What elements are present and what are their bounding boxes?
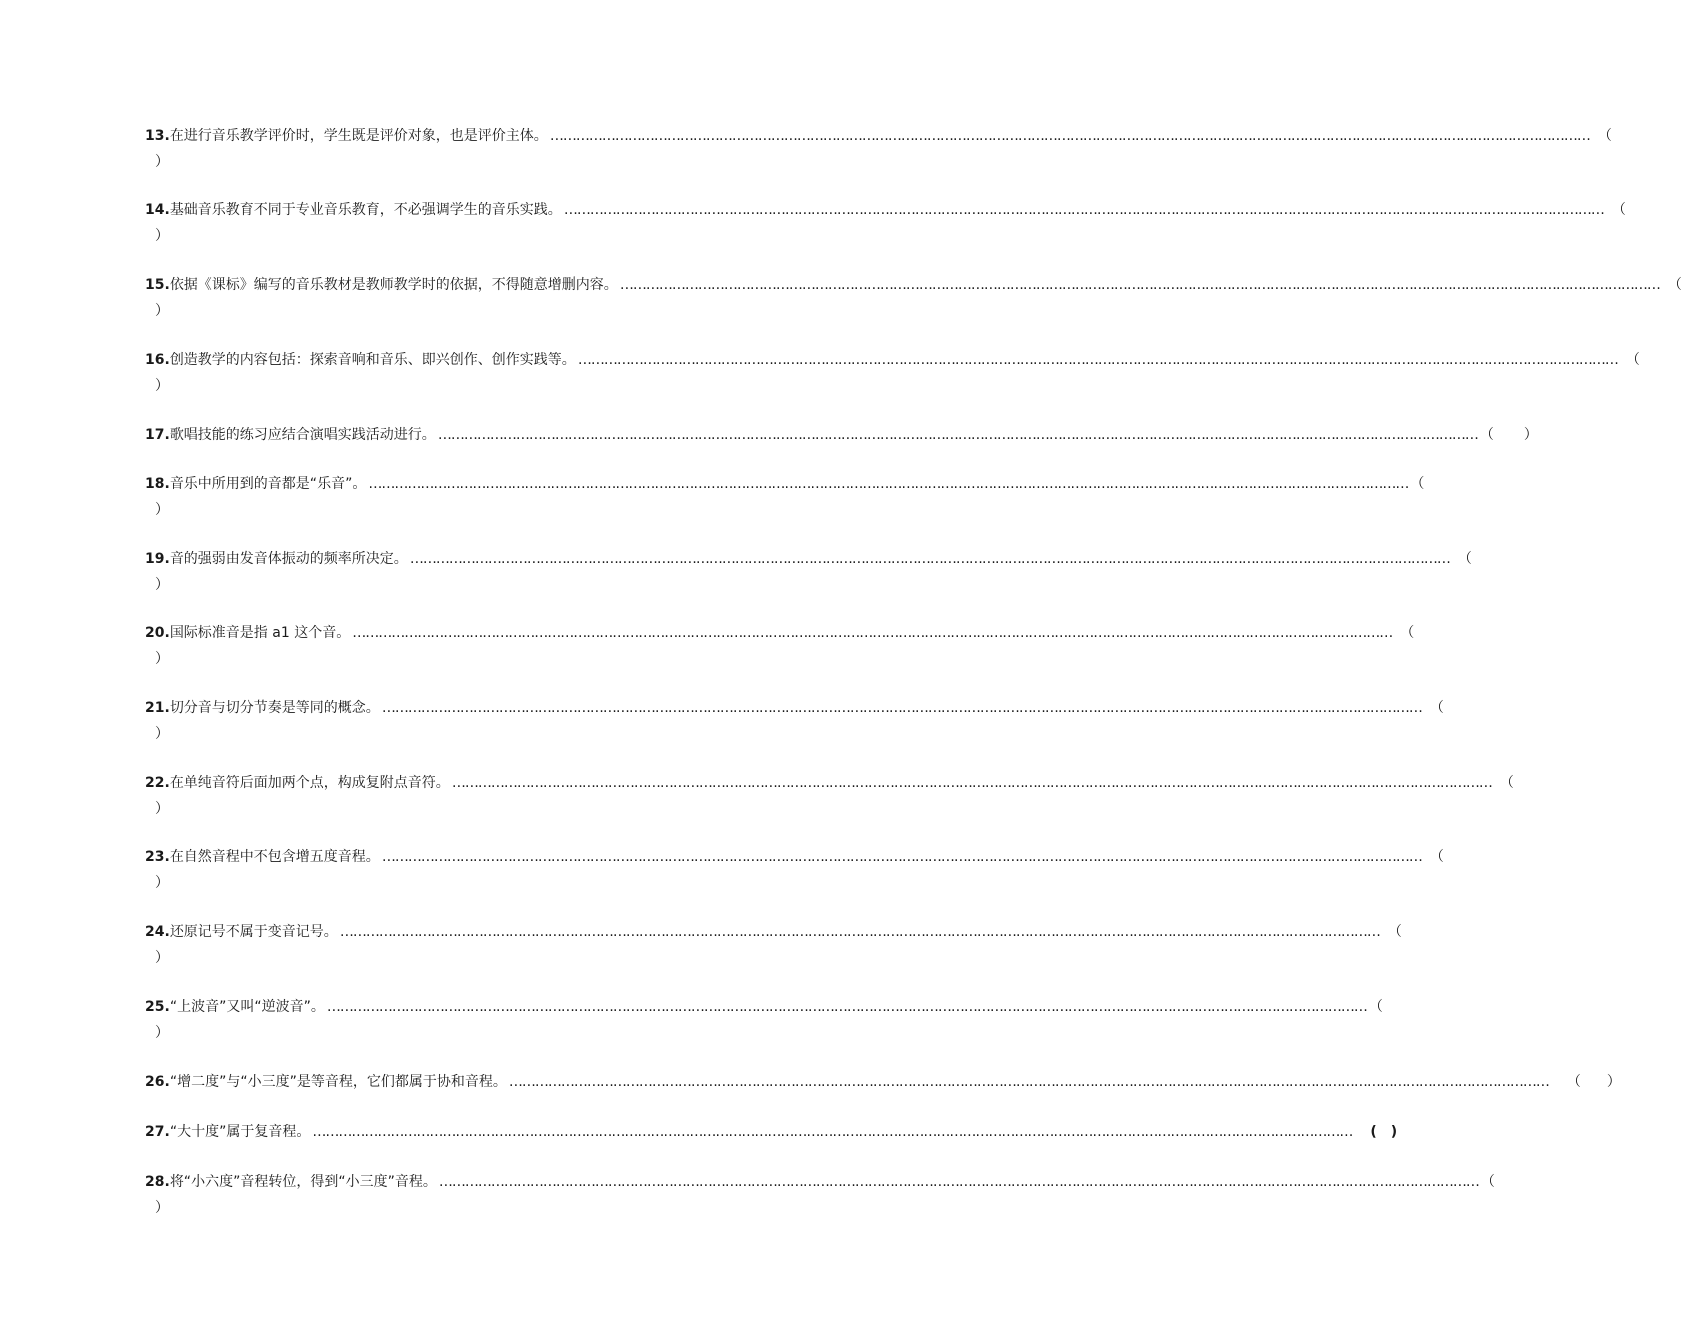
question-text: “上波音”又叫“逆波音”。 [169, 999, 325, 1015]
question-text: 在进行音乐教学评价时，学生既是评价对象，也是评价主体。 [169, 128, 548, 144]
answer-paren-close[interactable]: ） [155, 502, 169, 518]
answer-paren-close[interactable]: ） [155, 950, 169, 966]
answer-paren-open[interactable]: （ [1611, 202, 1626, 218]
question-18 [145, 474, 1425, 520]
question-number: 20. [145, 625, 170, 641]
question-17 [145, 425, 1538, 445]
answer-paren-close[interactable]: ） [155, 378, 169, 394]
question-22 [145, 773, 1514, 819]
answer-paren-open[interactable]: ( [1370, 1124, 1377, 1140]
question-text: 还原记号不属于变音记号。 [169, 924, 338, 940]
answer-paren-open[interactable]: （ [1368, 999, 1383, 1015]
question-number: 13. [145, 128, 170, 144]
question-15 [145, 275, 1682, 321]
question-16 [145, 350, 1640, 396]
question-number: 26. [145, 1074, 170, 1090]
question-text: 歌唱技能的练习应结合演唱实践活动进行。 [169, 427, 436, 443]
leader-dots: …………………………………………………………………………………………………………………………………………………………………………………………………………………… [339, 924, 1380, 940]
leader-dots: …………………………………………………………………………………………………………………………………………………………………………………………………………………… [312, 1124, 1353, 1140]
answer-paren-open[interactable]: （ [1499, 775, 1514, 791]
answer-paren-close[interactable]: ） [1523, 427, 1538, 443]
question-28 [145, 1172, 1495, 1218]
question-text: “大十度”属于复音程。 [169, 1124, 311, 1140]
question-text: “增二度”与“小三度”是等音程，它们都属于协和音程。 [169, 1074, 507, 1090]
answer-paren-close[interactable]: ） [155, 1200, 169, 1216]
answer-paren-close[interactable]: ） [1606, 1074, 1621, 1090]
answer-paren-open[interactable]: （ [1566, 1074, 1581, 1090]
question-26 [145, 1072, 1621, 1092]
answer-paren-close[interactable]: ） [155, 651, 169, 667]
question-text: 将“小六度”音程转位，得到“小三度”音程。 [169, 1174, 437, 1190]
answer-paren-open[interactable]: （ [1429, 700, 1444, 716]
answer-paren-open[interactable]: （ [1400, 625, 1415, 641]
leader-dots: …………………………………………………………………………………………………………………………………………………………………………………………………………………… [577, 352, 1618, 368]
question-number: 25. [145, 999, 170, 1015]
question-number: 14. [145, 202, 170, 218]
answer-paren-open[interactable]: （ [1479, 427, 1494, 443]
answer-paren-close[interactable]: ） [155, 577, 169, 593]
question-text: 在单纯音符后面加两个点，构成复附点音符。 [169, 775, 450, 791]
leader-dots: …………………………………………………………………………………………………………………………………………………………………………………………………………………… [352, 625, 1393, 641]
question-number: 17. [145, 427, 170, 443]
question-23 [145, 847, 1444, 893]
answer-paren-open[interactable]: （ [1667, 277, 1682, 293]
question-number: 18. [145, 476, 170, 492]
question-19 [145, 549, 1472, 595]
question-number: 16. [145, 352, 170, 368]
question-text: 在自然音程中不包含增五度音程。 [169, 849, 380, 865]
leader-dots: …………………………………………………………………………………………………………………………………………………………………………………………………………………… [619, 277, 1660, 293]
question-text: 国际标准音是指 a1 这个音。 [169, 625, 351, 641]
question-number: 24. [145, 924, 170, 940]
answer-paren-close[interactable]: ） [155, 801, 169, 817]
question-number: 15. [145, 277, 170, 293]
question-24 [145, 922, 1402, 968]
question-20 [145, 623, 1415, 669]
answer-paren-close[interactable]: ） [155, 726, 169, 742]
question-number: 28. [145, 1174, 170, 1190]
leader-dots: …………………………………………………………………………………………………………………………………………………………………………………………………………………… [326, 999, 1367, 1015]
leader-dots: …………………………………………………………………………………………………………………………………………………………………………………………………………………… [451, 775, 1492, 791]
answer-paren-close[interactable]: ) [1390, 1124, 1398, 1140]
question-number: 23. [145, 849, 170, 865]
answer-paren-open[interactable]: （ [1429, 849, 1444, 865]
answer-paren-open[interactable]: （ [1625, 352, 1640, 368]
question-text: 基础音乐教育不同于专业音乐教育，不必强调学生的音乐实践。 [169, 202, 562, 218]
leader-dots: …………………………………………………………………………………………………………………………………………………………………………………………………………………… [549, 128, 1590, 144]
question-number: 22. [145, 775, 170, 791]
question-21 [145, 698, 1444, 744]
leader-dots: …………………………………………………………………………………………………………………………………………………………………………………………………………………… [563, 202, 1604, 218]
leader-dots: …………………………………………………………………………………………………………………………………………………………………………………………………………………… [409, 551, 1450, 567]
question-text: 切分音与切分节奏是等同的概念。 [169, 700, 380, 716]
answer-paren-open[interactable]: （ [1457, 551, 1472, 567]
question-text: 依据《课标》编写的音乐教材是教师教学时的依据，不得随意增删内容。 [169, 277, 618, 293]
answer-paren-open[interactable]: （ [1480, 1174, 1495, 1190]
leader-dots: …………………………………………………………………………………………………………………………………………………………………………………………………………………… [438, 1174, 1479, 1190]
leader-dots: …………………………………………………………………………………………………………………………………………………………………………………………………………………… [437, 427, 1478, 443]
question-number: 27. [145, 1124, 170, 1140]
answer-paren-close[interactable]: ） [155, 303, 169, 319]
question-number: 19. [145, 551, 170, 567]
leader-dots: …………………………………………………………………………………………………………………………………………………………………………………………………………………… [368, 476, 1409, 492]
question-text: 音乐中所用到的音都是“乐音”。 [169, 476, 367, 492]
answer-paren-open[interactable]: （ [1387, 924, 1402, 940]
question-text: 创造教学的内容包括：探索音响和音乐、即兴创作、创作实践等。 [169, 352, 576, 368]
answer-paren-open[interactable]: （ [1410, 476, 1425, 492]
question-13 [145, 126, 1612, 172]
question-text: 音的强弱由发音体振动的频率所决定。 [169, 551, 408, 567]
question-27 [145, 1122, 1398, 1142]
answer-paren-close[interactable]: ） [155, 228, 169, 244]
leader-dots: …………………………………………………………………………………………………………………………………………………………………………………………………………………… [381, 849, 1422, 865]
question-14 [145, 200, 1626, 246]
leader-dots: …………………………………………………………………………………………………………………………………………………………………………………………………………………… [508, 1074, 1549, 1090]
question-25 [145, 997, 1383, 1043]
answer-paren-close[interactable]: ） [155, 875, 169, 891]
leader-dots: …………………………………………………………………………………………………………………………………………………………………………………………………………………… [381, 700, 1422, 716]
question-number: 21. [145, 700, 170, 716]
answer-paren-close[interactable]: ） [155, 154, 169, 170]
answer-paren-close[interactable]: ） [155, 1025, 169, 1041]
answer-paren-open[interactable]: （ [1597, 128, 1612, 144]
